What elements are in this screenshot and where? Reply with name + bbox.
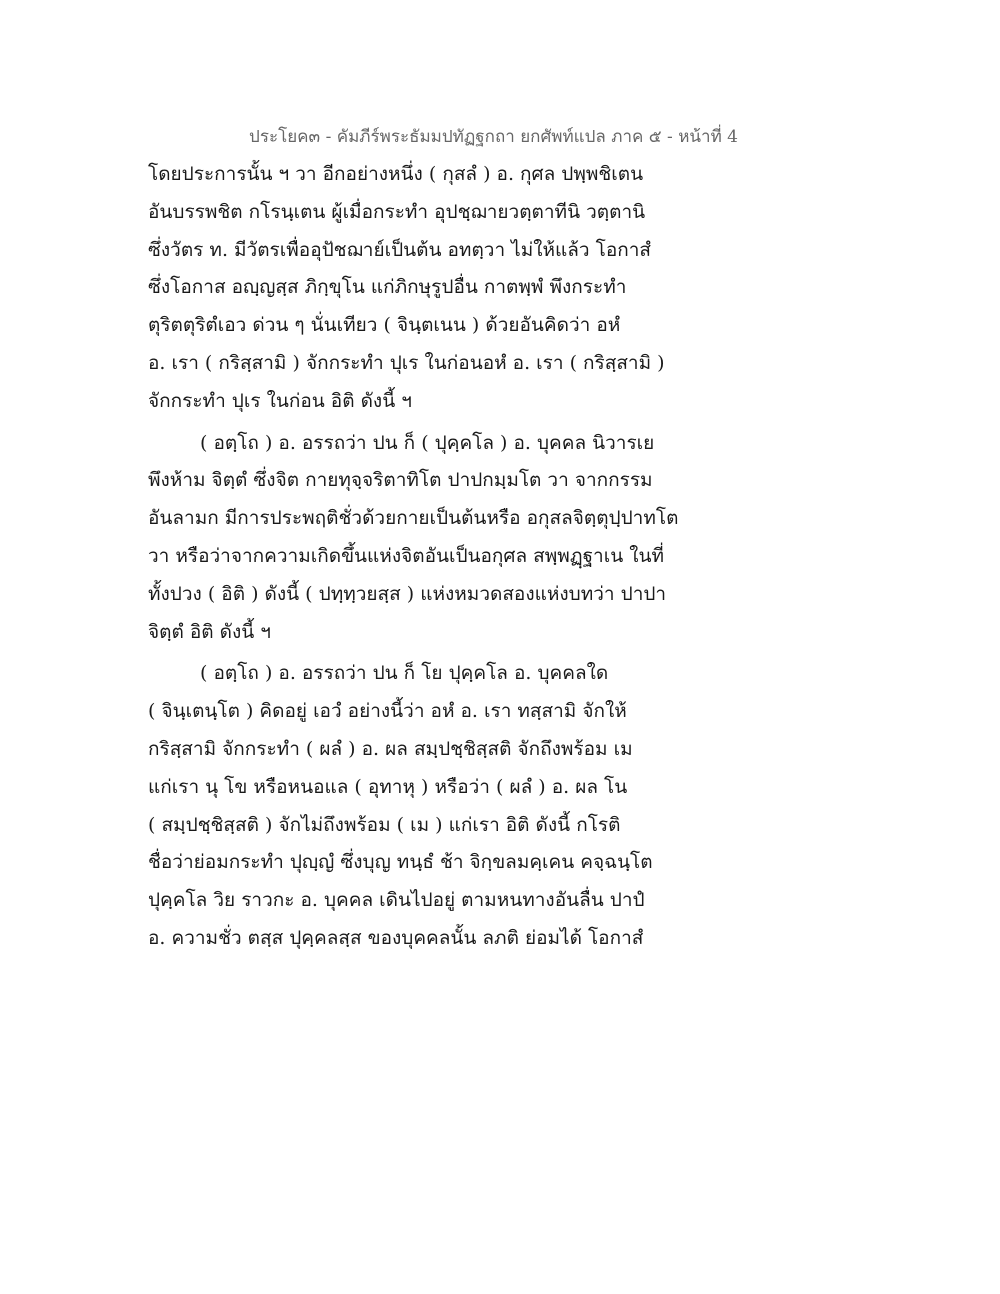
text-line: อ. เรา ( กริสฺสามิ ) จักกระทำ ปุเร ในก่อนอหํ อ. เรา ( กริสฺสามิ ) — [148, 351, 665, 374]
text-line: ( อตฺโถ ) อ. อรรถว่า ปน ก็ ( ปุคฺคโล ) อ. บุคคล นิวารเย — [200, 431, 655, 454]
text-line: วา หรือว่าจากความเกิดขึ้นแห่งจิตอันเป็นอกุศล สพฺพฏฺฐาเน ในที่ — [148, 544, 665, 567]
text-line: พึงห้าม จิตฺตํ ซึ่งจิต กายทุจฺจริตาทิโต ปาปกมฺมโต วา จากกรรม — [148, 469, 653, 492]
paragraph-2 — [148, 425, 708, 652]
text-line: จักกระทำ ปุเร ในก่อน อิติ ดังนี้ ฯ — [148, 389, 412, 412]
text-line: ( สมฺปชฺชิสฺสติ ) จักไม่ถึงพร้อม ( เม ) แก่เรา อิติ ดังนี้ กโรติ — [148, 813, 621, 836]
body-text — [148, 156, 708, 958]
text-line: โดยประการนั้น ฯ วา อีกอย่างหนึ่ง ( กุสลํ ) อ. กุศล ปพฺพชิเตน — [148, 163, 644, 185]
text-line: อันลามก มีการประพฤติชั่วด้วยกายเป็นต้นหรือ อกุสลจิตฺตุปฺปาทโต — [148, 507, 679, 530]
paragraph-3 — [148, 655, 708, 957]
running-header: ประโยค๓ - คัมภีร์พระธัมมปทัฏฐกถา ยกศัพท์แปล ภาค ๕ - หน้าที่ 4 — [249, 127, 738, 147]
text-line: จิตฺตํ อิติ ดังนี้ ฯ — [148, 620, 271, 643]
text-line: ( จินฺเตนฺโต ) คิดอยู่ เอวํ อย่างนี้ว่า อหํ อ. เรา ทสฺสามิ จักให้ — [148, 700, 627, 723]
text-line: อ. ความชั่ว ตสฺส ปุคฺคลสฺส ของบุคคลนั้น ลภติ ย่อมได้ โอกาสํ — [148, 926, 644, 949]
text-line: ทั้งปวง ( อิติ ) ดังนี้ ( ปทฺทฺวยสฺส ) แห่งหมวดสองแห่งบทว่า ปาปา — [148, 582, 667, 605]
text-line: ปุคฺคโล วิย ราวกะ อ. บุคคล เดินไปอยู่ ตามหนทางอันลื่น ปาปํ — [148, 889, 645, 912]
paragraph-1 — [148, 156, 708, 421]
text-line: ชื่อว่าย่อมกระทำ ปุญฺญํ ซึ่งบุญ ทนฺธํ ช้า จิกฺขลมคฺเคน คจฺฉนฺโต — [148, 851, 653, 874]
text-line: ตุริตตุริตํเอว ด่วน ๆ นั่นเทียว ( จินฺตเนน ) ด้วยอันคิดว่า อหํ — [148, 314, 621, 337]
text-line: กริสฺสามิ จักกระทำ ( ผลํ ) อ. ผล สมฺปชฺชิสฺสติ จักถึงพร้อม เม — [148, 737, 633, 760]
text-line: อันบรรพชิต กโรนฺเตน ผู้เมื่อกระทำ อุปชฺฌายวตฺตาทีนิ วตฺตานิ — [148, 200, 646, 223]
text-line: ( อตฺโถ ) อ. อรรถว่า ปน ก็ โย ปุคฺคโล อ. บุคคลใด — [200, 662, 609, 685]
text-line: ซึ่งวัตร ท. มีวัตรเพื่ออุปัชฌาย์เป็นต้น อทตฺวา ไม่ให้แล้ว โอกาสํ — [148, 238, 652, 261]
text-line: ซึ่งโอกาส อญฺญสฺส ภิกฺขุโน แก่ภิกษุรูปอื่น กาตพฺพํ พึงกระทำ — [148, 276, 627, 299]
text-line: แก่เรา นุ โข หรือหนอแล ( อุทาหุ ) หรือว่า ( ผลํ ) อ. ผล โน — [148, 775, 628, 798]
